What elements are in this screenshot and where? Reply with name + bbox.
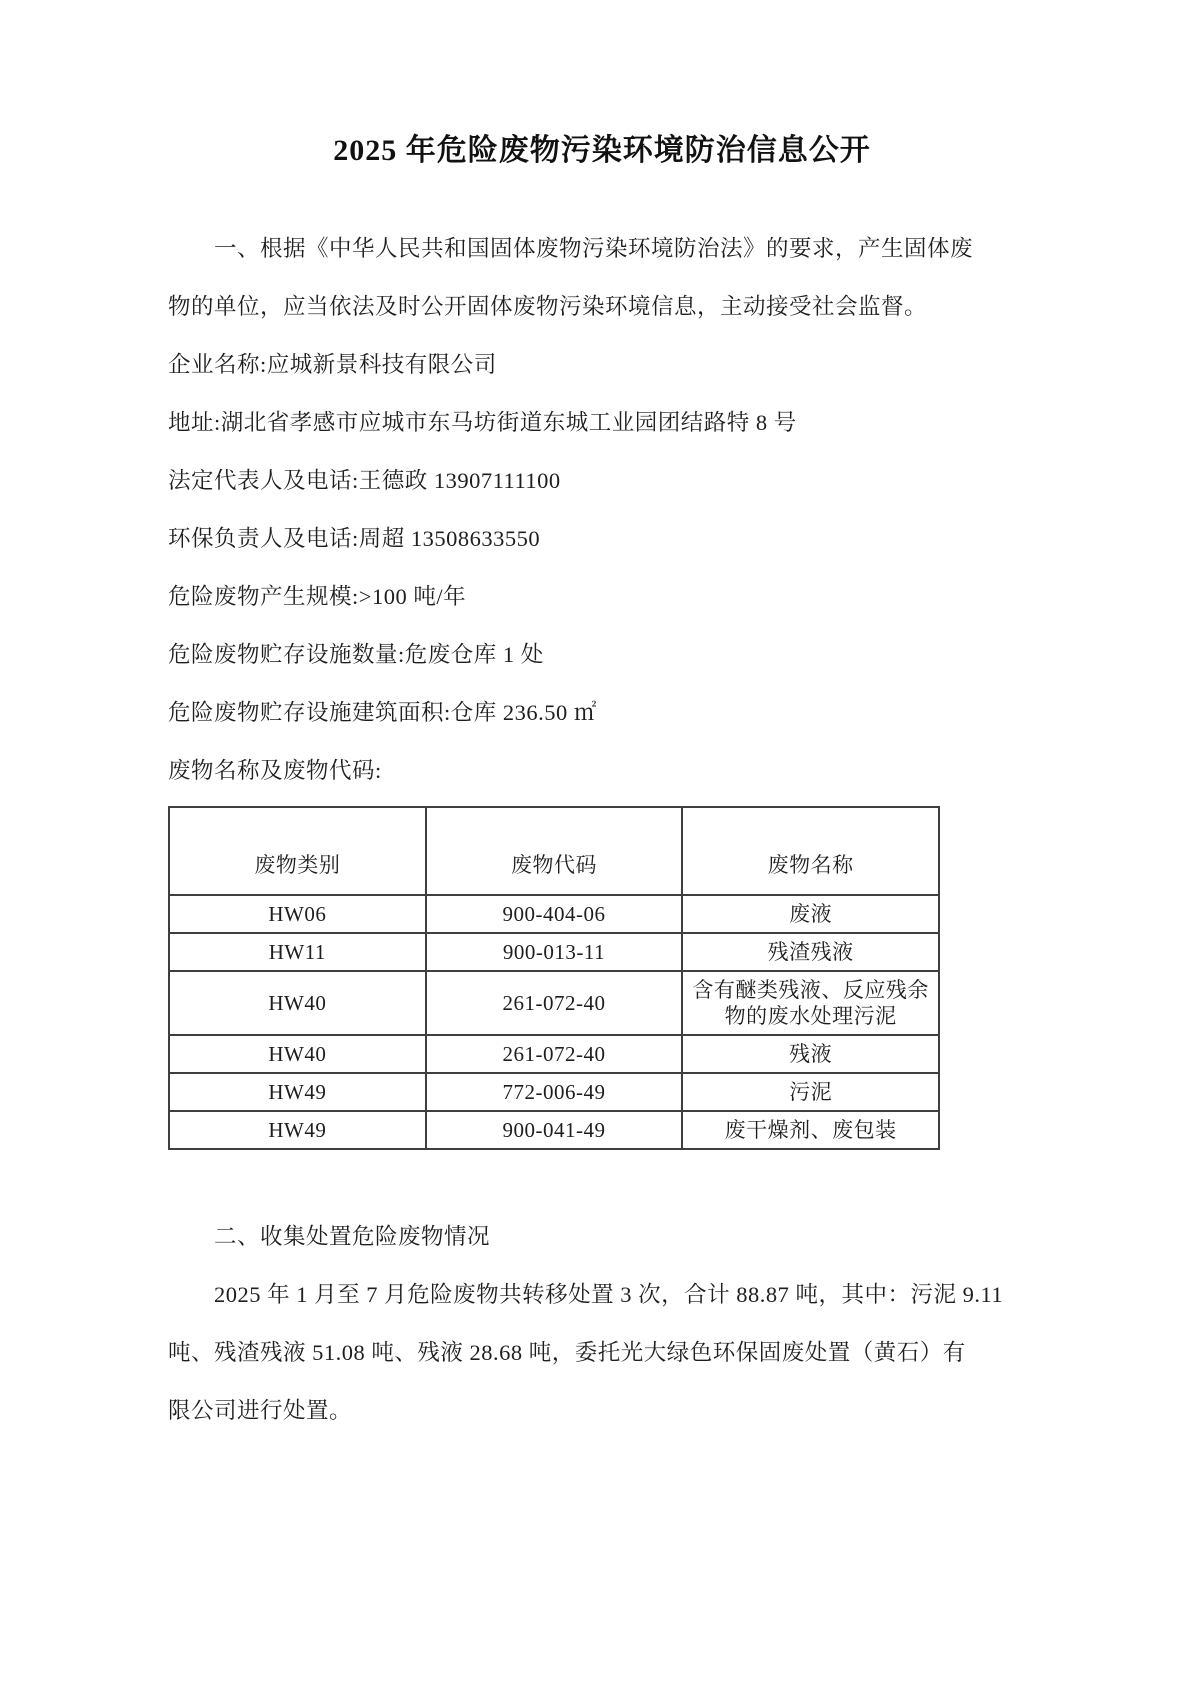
cell-waste-category: HW11 (169, 933, 426, 971)
cell-waste-name: 残渣残液 (682, 933, 939, 971)
paragraph-line: 吨、残渣残液 51.08 吨、残液 28.68 吨，委托光大绿色环保固废处置（黄石）有 (168, 1340, 966, 1365)
table-row (169, 933, 939, 971)
waste-code-table (168, 806, 940, 1150)
paragraph-line: 物的单位，应当依法及时公开固体废物污染环境信息，主动接受社会监督。 (168, 294, 928, 319)
cell-waste-category: HW49 (169, 1073, 426, 1111)
table-header-row (169, 807, 939, 895)
table-row (169, 1035, 939, 1073)
cell-waste-code: 900-404-06 (426, 895, 683, 933)
table-row (169, 1073, 939, 1111)
header-waste-name: 废物名称 (682, 807, 939, 895)
cell-waste-category: HW06 (169, 895, 426, 933)
cell-waste-category: HW49 (169, 1111, 426, 1149)
section-1 (168, 220, 1036, 800)
paragraph-line: 一、根据《中华人民共和国固体废物污染环境防治法》的要求，产生固体废 (214, 236, 974, 261)
cell-waste-name: 残液 (682, 1035, 939, 1073)
cell-waste-code: 900-013-11 (426, 933, 683, 971)
section-2-heading: 二、收集处置危险废物情况 (214, 1224, 491, 1249)
table-row (169, 1111, 939, 1149)
field-production-scale: 危险废物产生规模:>100 吨/年 (168, 584, 467, 609)
cell-waste-code: 772-006-49 (426, 1073, 683, 1111)
table-row (169, 971, 939, 1035)
cell-waste-name: 废液 (682, 895, 939, 933)
paragraph-line: 2025 年 1 月至 7 月危险废物共转移处置 3 次，合计 88.87 吨，其中：污泥 9.11 (214, 1282, 1004, 1307)
table-row (169, 895, 939, 933)
cell-waste-name: 废干燥剂、废包装 (682, 1111, 939, 1149)
document-content (168, 128, 1036, 1440)
header-waste-code: 废物代码 (426, 807, 683, 895)
table-header (169, 807, 939, 895)
document-title: 2025 年危险废物污染环境防治信息公开 (333, 134, 871, 167)
cell-waste-category: HW40 (169, 1035, 426, 1073)
field-legal-representative: 法定代表人及电话:王德政 13907111100 (168, 468, 561, 493)
cell-waste-name: 含有醚类残液、反应残余物的废水处理污泥 (682, 971, 939, 1035)
cell-waste-code: 261-072-40 (426, 1035, 683, 1073)
header-waste-category: 废物类别 (169, 807, 426, 895)
field-storage-facility-area: 危险废物贮存设施建筑面积:仓库 236.50 ㎡ (168, 700, 597, 725)
field-env-officer: 环保负责人及电话:周超 13508633550 (168, 526, 541, 551)
cell-waste-code: 900-041-49 (426, 1111, 683, 1149)
field-address: 地址:湖北省孝感市应城市东马坊街道东城工业园团结路特 8 号 (168, 410, 797, 435)
table-body (169, 895, 939, 1149)
field-storage-facility-count: 危险废物贮存设施数量:危废仓库 1 处 (168, 642, 544, 667)
cell-waste-category: HW40 (169, 971, 426, 1035)
paragraph-line: 限公司进行处置。 (168, 1398, 353, 1423)
table-caption: 废物名称及废物代码: (168, 758, 382, 783)
cell-waste-code: 261-072-40 (426, 971, 683, 1035)
section-2 (168, 1208, 1036, 1440)
cell-waste-name: 污泥 (682, 1073, 939, 1111)
field-company-name: 企业名称:应城新景科技有限公司 (168, 352, 497, 377)
